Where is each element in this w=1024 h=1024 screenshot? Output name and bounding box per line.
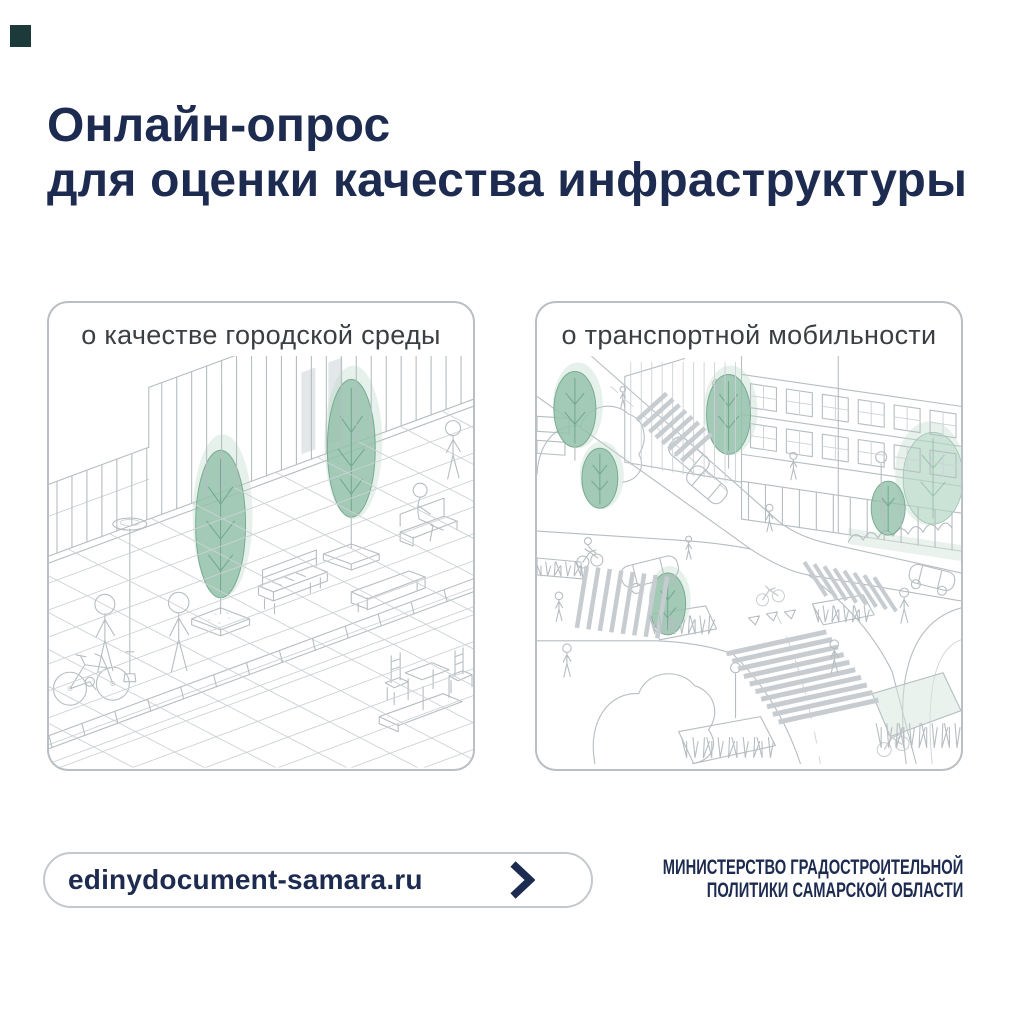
title-line-2: для оценки качества инфраструктуры <box>47 154 968 207</box>
card-transport-mobility[interactable] <box>535 301 963 771</box>
ministry-line-2: ПОЛИТИКИ САМАРСКОЙ ОБЛАСТИ <box>706 879 963 902</box>
website-link-pill[interactable] <box>43 852 593 908</box>
card-transport-mobility-label: о транспортной мобильности <box>561 320 937 350</box>
survey-topic-cards <box>47 301 963 771</box>
ministry-name <box>663 856 963 902</box>
urban-environment-illustration <box>49 356 473 768</box>
ministry-line-1: МИНИСТЕРСТВО ГРАДОСТРОИТЕЛЬНОЙ <box>662 856 963 879</box>
card-urban-environment-label: о качестве городской среды <box>81 320 441 350</box>
title-line-1: Онлайн-опрос <box>47 99 391 152</box>
page-title <box>47 98 967 208</box>
card-urban-environment[interactable] <box>47 301 475 771</box>
corner-logo-square <box>10 25 31 47</box>
chevron-right-icon <box>508 860 535 900</box>
website-url: edinydocument-samara.ru <box>68 864 423 895</box>
transport-mobility-illustration <box>537 356 961 768</box>
